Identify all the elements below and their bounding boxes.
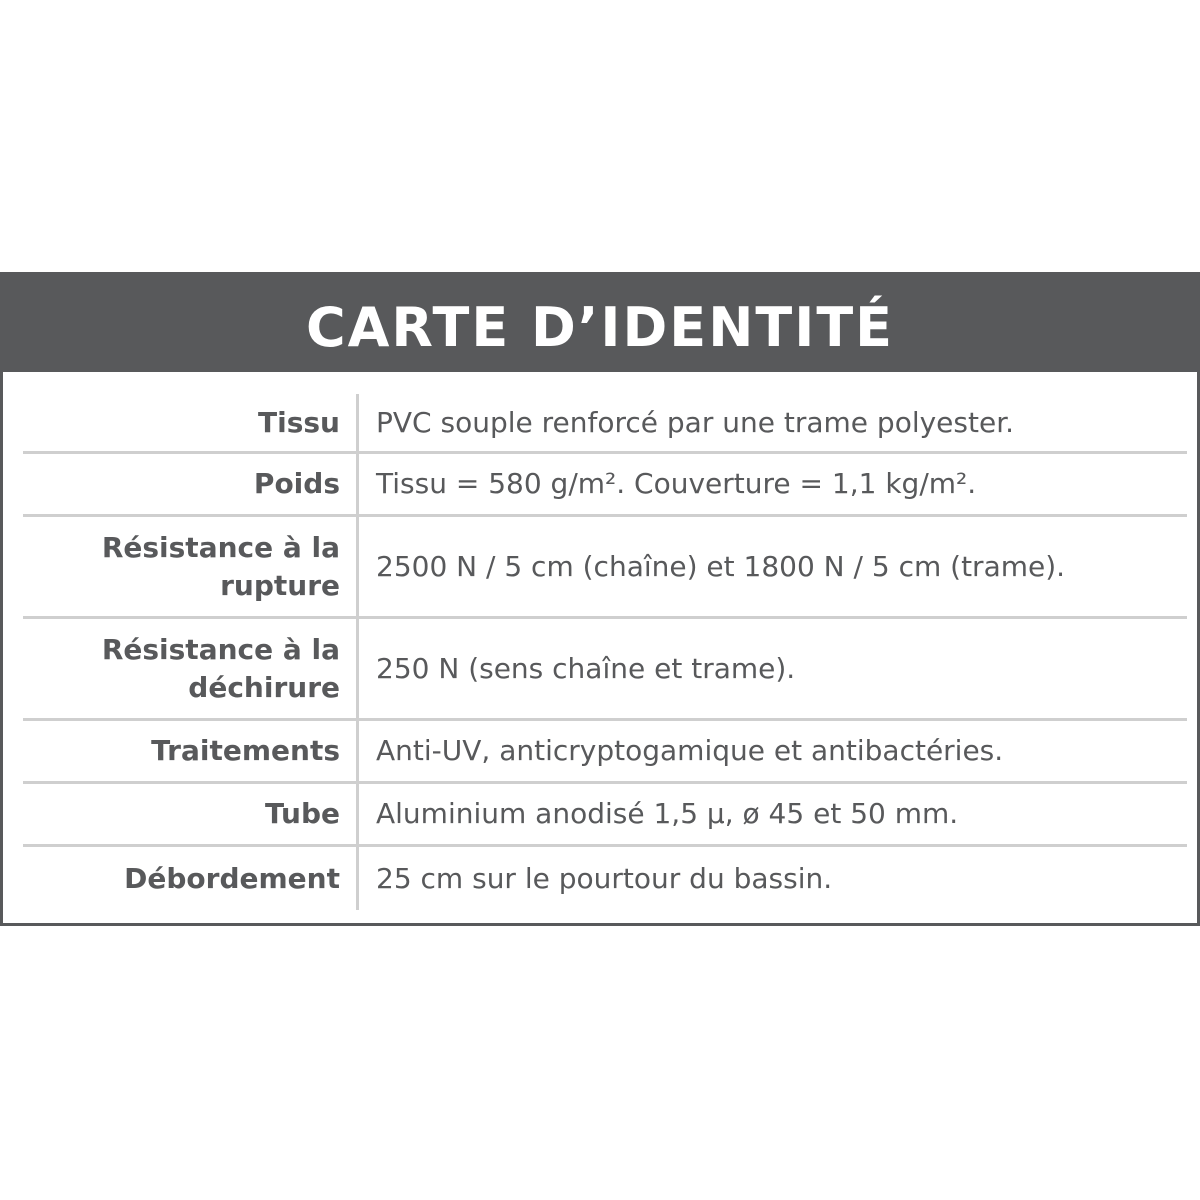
spec-label: Résistance à la déchirure: [23, 619, 359, 718]
spec-value: 2500 N / 5 cm (chaîne) et 1800 N / 5 cm (trame).: [376, 549, 1066, 583]
spec-value: PVC souple renforcé par une trame polyester.: [376, 405, 1015, 439]
spec-label: Tube: [23, 784, 359, 844]
identity-card: [0, 272, 1200, 926]
spec-row-poids: [23, 454, 1187, 517]
spec-value: Tissu = 580 g/m². Couverture = 1,1 kg/m².: [376, 467, 977, 500]
spec-value: 250 N (sens chaîne et trame).: [376, 651, 796, 685]
spec-label: Tissu: [23, 394, 359, 451]
spec-table: [23, 388, 1187, 910]
spec-value: Anti-UV, anticryptogamique et antibactéries.: [376, 734, 1004, 767]
spec-row-traitements: [23, 721, 1187, 784]
card-title: CARTE D’IDENTITÉ: [305, 295, 895, 359]
spec-value: 25 cm sur le pourtour du bassin.: [376, 861, 833, 895]
spec-row-debordement: [23, 847, 1187, 910]
spec-label: Poids: [23, 454, 359, 514]
spec-row-resistance-dechirure: [23, 619, 1187, 721]
spec-row-tube: [23, 784, 1187, 847]
card-header: [3, 272, 1197, 372]
spec-row-resistance-rupture: [23, 517, 1187, 619]
spec-value: Aluminium anodisé 1,5 µ, ø 45 et 50 mm.: [376, 797, 959, 830]
spec-label: Résistance à la rupture: [23, 517, 359, 616]
spec-label: Traitements: [23, 721, 359, 781]
spec-label: Débordement: [23, 847, 359, 910]
spec-row-tissu: [23, 388, 1187, 454]
